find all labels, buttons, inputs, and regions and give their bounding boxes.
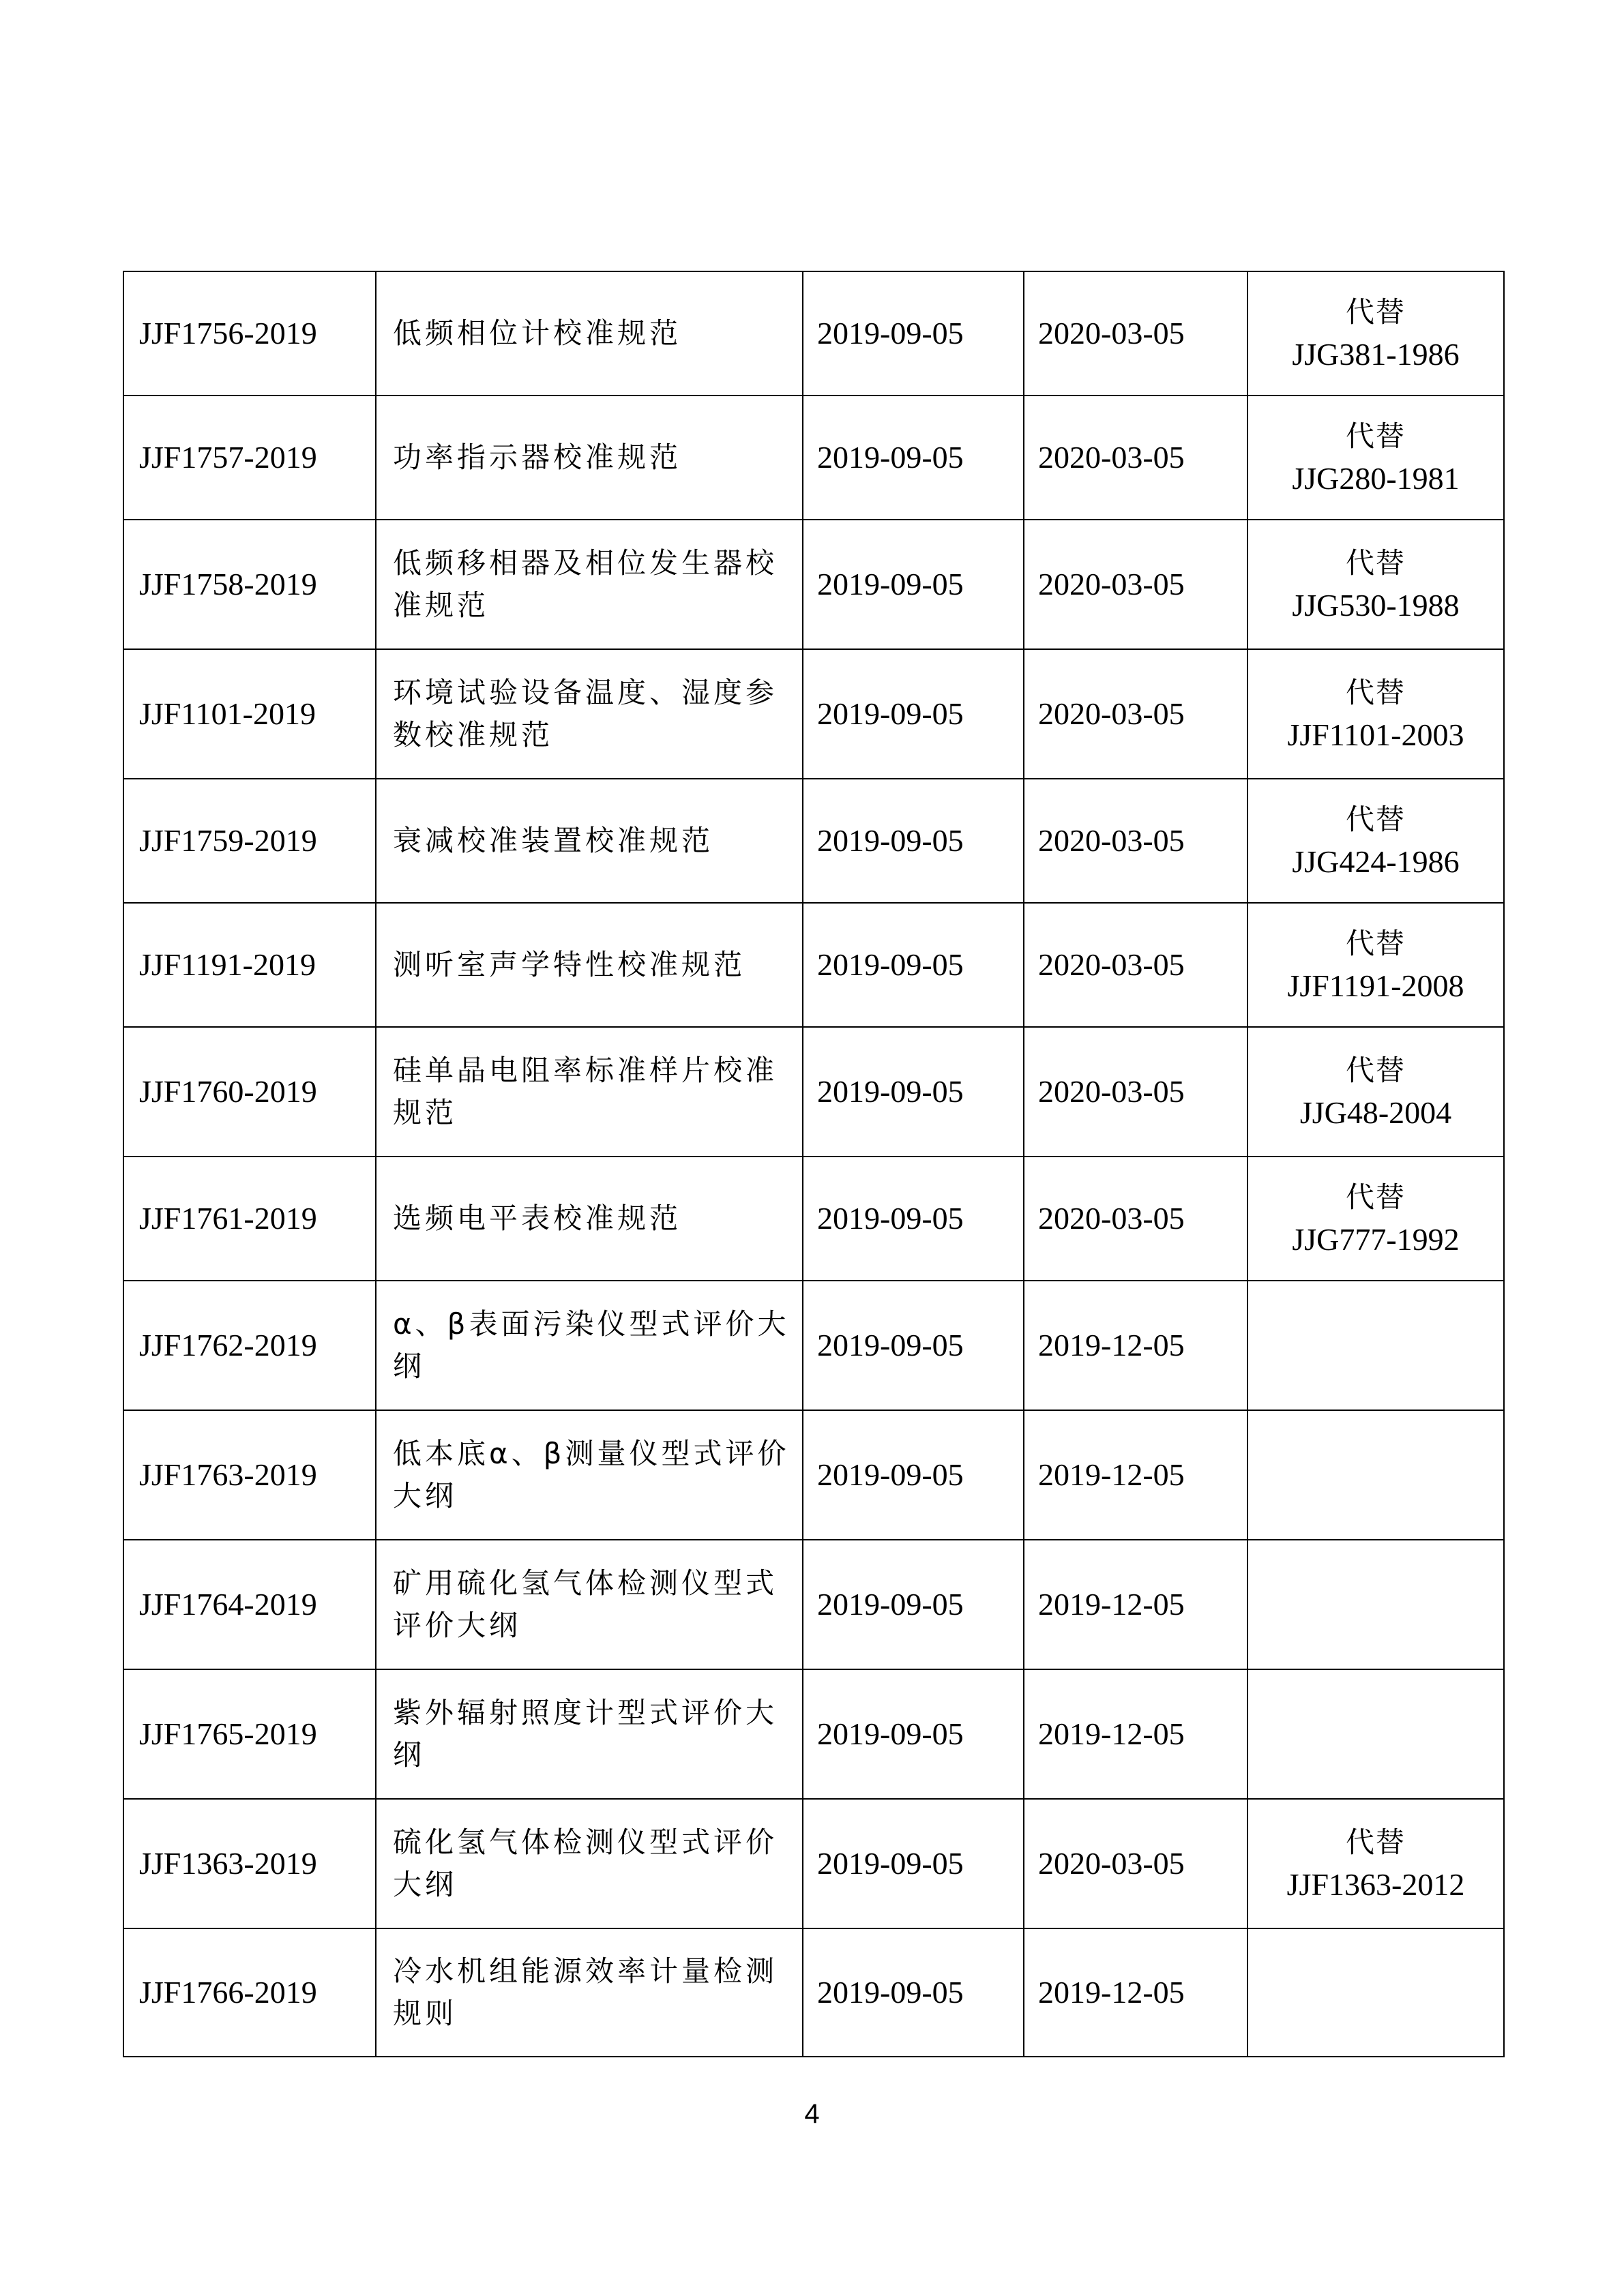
replaced-standard-code: JJG48-2004 [1299, 1095, 1452, 1130]
standard-code-cell: JJF1764-2019 [123, 1540, 376, 1669]
issue-date-cell: 2019-09-05 [803, 271, 1024, 396]
replaces-label: 代替 [1345, 1054, 1406, 1087]
table-row [123, 1928, 1504, 2057]
standard-code-cell: JJF1763-2019 [123, 1410, 376, 1540]
replaced-standard-code: JJG280-1981 [1292, 461, 1460, 496]
standard-name-cell: 硅单晶电阻率标准样片校准规范 [376, 1027, 803, 1157]
issue-date-cell: 2019-09-05 [803, 520, 1024, 649]
standard-code-cell: JJF1759-2019 [123, 779, 376, 903]
effective-date-cell: 2020-03-05 [1024, 271, 1247, 396]
issue-date-cell: 2019-09-05 [803, 903, 1024, 1027]
replaces-label: 代替 [1345, 419, 1406, 453]
standard-code-cell: JJF1757-2019 [123, 396, 376, 520]
effective-date-cell: 2020-03-05 [1024, 779, 1247, 903]
replaced-standard-code: JJF1191-2008 [1287, 968, 1464, 1003]
issue-date-cell: 2019-09-05 [803, 649, 1024, 779]
issue-date-cell: 2019-09-05 [803, 1281, 1024, 1410]
effective-date-cell: 2020-03-05 [1024, 649, 1247, 779]
standard-code-cell: JJF1761-2019 [123, 1157, 376, 1281]
table-row [123, 520, 1504, 649]
standard-name-cell: 低频相位计校准规范 [376, 271, 803, 396]
standard-name-cell: 低频移相器及相位发生器校准规范 [376, 520, 803, 649]
replaces-label: 代替 [1345, 1180, 1406, 1214]
table-row [123, 1799, 1504, 1928]
issue-date-cell: 2019-09-05 [803, 1157, 1024, 1281]
issue-date-cell: 2019-09-05 [803, 1410, 1024, 1540]
standard-name-cell: 功率指示器校准规范 [376, 396, 803, 520]
standard-code-cell: JJF1760-2019 [123, 1027, 376, 1157]
replaces-cell [1247, 1669, 1504, 1799]
table-row [123, 271, 1504, 396]
replaces-cell [1247, 1928, 1504, 2057]
effective-date-cell: 2019-12-05 [1024, 1281, 1247, 1410]
replaces-cell [1247, 396, 1504, 520]
table-row [123, 649, 1504, 779]
replaces-cell [1247, 1799, 1504, 1928]
effective-date-cell: 2019-12-05 [1024, 1410, 1247, 1540]
page-number: 4 [804, 2099, 820, 2129]
standards-table-body [123, 271, 1504, 2057]
issue-date-cell: 2019-09-05 [803, 1027, 1024, 1157]
replaces-cell [1247, 271, 1504, 396]
standard-name-cell: 环境试验设备温度、湿度参数校准规范 [376, 649, 803, 779]
table-row [123, 1027, 1504, 1157]
effective-date-cell: 2019-12-05 [1024, 1540, 1247, 1669]
effective-date-cell: 2020-03-05 [1024, 1157, 1247, 1281]
replaces-label: 代替 [1345, 803, 1406, 836]
table-row [123, 1540, 1504, 1669]
replaced-standard-code: JJG381-1986 [1292, 337, 1460, 372]
replaces-cell [1247, 520, 1504, 649]
issue-date-cell: 2019-09-05 [803, 1928, 1024, 2057]
replaces-cell [1247, 1540, 1504, 1669]
replaces-label: 代替 [1345, 927, 1406, 960]
replaces-cell [1247, 649, 1504, 779]
standard-code-cell: JJF1756-2019 [123, 271, 376, 396]
effective-date-cell: 2019-12-05 [1024, 1928, 1247, 2057]
standard-name-cell: 冷水机组能源效率计量检测规则 [376, 1928, 803, 2057]
table-row [123, 903, 1504, 1027]
table-row [123, 1281, 1504, 1410]
standard-name-cell: 矿用硫化氢气体检测仪型式评价大纲 [376, 1540, 803, 1669]
standard-code-cell: JJF1363-2019 [123, 1799, 376, 1928]
issue-date-cell: 2019-09-05 [803, 779, 1024, 903]
replaced-standard-code: JJF1363-2012 [1286, 1867, 1465, 1902]
effective-date-cell: 2019-12-05 [1024, 1669, 1247, 1799]
standard-name-cell: 硫化氢气体检测仪型式评价大纲 [376, 1799, 803, 1928]
effective-date-cell: 2020-03-05 [1024, 396, 1247, 520]
standard-name-cell: 测听室声学特性校准规范 [376, 903, 803, 1027]
table-row [123, 1157, 1504, 1281]
issue-date-cell: 2019-09-05 [803, 1669, 1024, 1799]
replaces-cell [1247, 1281, 1504, 1410]
standard-code-cell: JJF1191-2019 [123, 903, 376, 1027]
replaces-label: 代替 [1345, 546, 1406, 580]
effective-date-cell: 2020-03-05 [1024, 903, 1247, 1027]
replaces-cell [1247, 1410, 1504, 1540]
standard-name-cell: 低本底α、β测量仪型式评价大纲 [376, 1410, 803, 1540]
table-row [123, 1410, 1504, 1540]
replaces-label: 代替 [1345, 295, 1406, 329]
replaced-standard-code: JJG530-1988 [1292, 588, 1460, 623]
issue-date-cell: 2019-09-05 [803, 1540, 1024, 1669]
standard-name-cell: 衰减校准装置校准规范 [376, 779, 803, 903]
replaces-label: 代替 [1345, 676, 1406, 709]
standard-code-cell: JJF1765-2019 [123, 1669, 376, 1799]
effective-date-cell: 2020-03-05 [1024, 1027, 1247, 1157]
standard-code-cell: JJF1101-2019 [123, 649, 376, 779]
standard-code-cell: JJF1758-2019 [123, 520, 376, 649]
standard-name-cell: 选频电平表校准规范 [376, 1157, 803, 1281]
standard-code-cell: JJF1762-2019 [123, 1281, 376, 1410]
table-row [123, 396, 1504, 520]
effective-date-cell: 2020-03-05 [1024, 1799, 1247, 1928]
standards-table [123, 271, 1505, 2057]
replaces-cell [1247, 903, 1504, 1027]
replaced-standard-code: JJG777-1992 [1292, 1222, 1460, 1257]
effective-date-cell: 2020-03-05 [1024, 520, 1247, 649]
replaces-label: 代替 [1345, 1825, 1406, 1859]
issue-date-cell: 2019-09-05 [803, 1799, 1024, 1928]
replaces-cell [1247, 779, 1504, 903]
issue-date-cell: 2019-09-05 [803, 396, 1024, 520]
table-row [123, 1669, 1504, 1799]
standard-code-cell: JJF1766-2019 [123, 1928, 376, 2057]
standard-name-cell: 紫外辐射照度计型式评价大纲 [376, 1669, 803, 1799]
replaced-standard-code: JJF1101-2003 [1287, 717, 1464, 752]
replaces-cell [1247, 1157, 1504, 1281]
standard-name-cell: α、β表面污染仪型式评价大纲 [376, 1281, 803, 1410]
table-row [123, 779, 1504, 903]
replaces-cell [1247, 1027, 1504, 1157]
replaced-standard-code: JJG424-1986 [1292, 844, 1460, 879]
